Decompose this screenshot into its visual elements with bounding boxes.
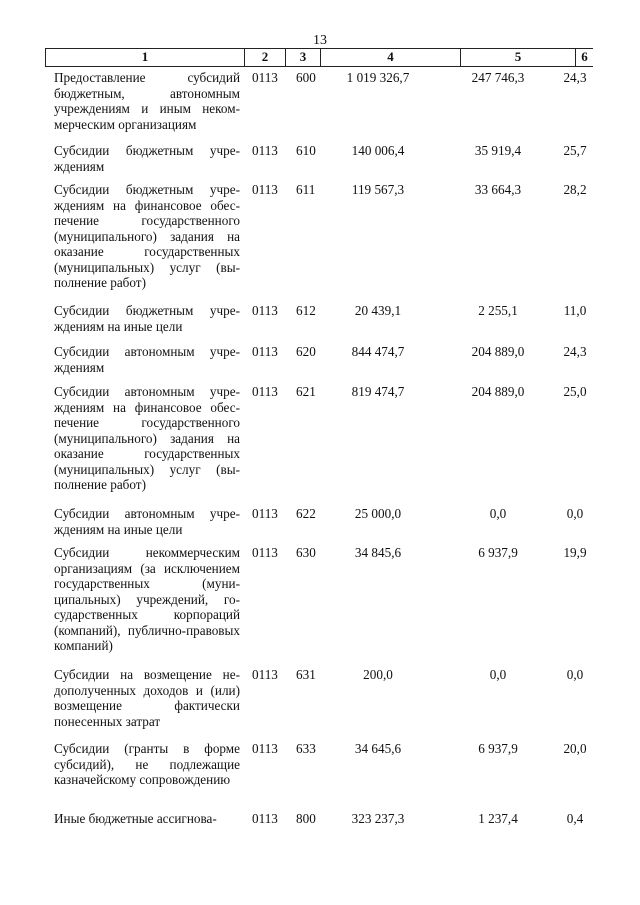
row-section-code: 0113 — [252, 143, 278, 158]
header-col-4: 4 — [321, 49, 461, 66]
row-actual-value: 247 746,3 — [471, 70, 525, 85]
row-expense-type: 600 — [296, 70, 316, 85]
row-section-code: 0113 — [252, 506, 278, 521]
header-col-3: 3 — [286, 49, 321, 66]
row-name: Субсидии некоммерческим организациям (за исключением государственных (муниципальных) учреждений, государственных корпораций (компаний), публично-правовых компаний) — [54, 545, 240, 653]
row-expense-type: 622 — [296, 506, 316, 521]
row-name: Иные бюджетные ассигнова- — [54, 811, 217, 826]
row-plan-value: 200,0 — [363, 667, 393, 682]
row-plan-value: 819 474,7 — [351, 384, 405, 399]
row-expense-type: 633 — [296, 741, 316, 756]
row-plan-value: 34 645,6 — [354, 741, 402, 756]
row-percent: 20,0 — [563, 741, 587, 756]
row-percent: 0,0 — [566, 667, 584, 682]
row-name: Субсидии бюджетным учреждениям на финансовое обеспечение государственного (муниципального) задания на оказание государственных (муниципальных) услуг (выполнение работ) — [54, 182, 240, 290]
row-section-code: 0113 — [252, 545, 278, 560]
header-col-1: 1 — [45, 49, 245, 66]
row-section-code: 0113 — [252, 182, 278, 197]
row-plan-value: 140 006,4 — [351, 143, 405, 158]
row-expense-type: 800 — [296, 811, 316, 826]
row-percent: 25,0 — [563, 384, 587, 399]
row-section-code: 0113 — [252, 741, 278, 756]
row-plan-value: 119 567,3 — [351, 182, 405, 197]
row-plan-value: 1 019 326,7 — [346, 70, 410, 85]
row-actual-value: 6 937,9 — [478, 741, 518, 756]
row-name: Субсидии бюджетным учреждениям — [54, 143, 240, 174]
row-section-code: 0113 — [252, 667, 278, 682]
row-expense-type: 610 — [296, 143, 316, 158]
row-expense-type: 620 — [296, 344, 316, 359]
row-actual-value: 204 889,0 — [471, 344, 525, 359]
header-col-5: 5 — [461, 49, 576, 66]
row-section-code: 0113 — [252, 344, 278, 359]
row-expense-type: 611 — [296, 182, 316, 197]
row-plan-value: 323 237,3 — [351, 811, 405, 826]
row-name: Субсидии автономным учреждениям на финансовое обеспечение государственного (муниципального) задания на оказание государственных (муниципальных) услуг (выполнение работ) — [54, 384, 240, 492]
row-actual-value: 0,0 — [489, 506, 507, 521]
row-actual-value: 33 664,3 — [474, 182, 522, 197]
row-actual-value: 6 937,9 — [478, 545, 518, 560]
row-percent: 19,9 — [563, 545, 587, 560]
row-expense-type: 612 — [296, 303, 316, 318]
row-percent: 28,2 — [563, 182, 587, 197]
table-header — [45, 48, 593, 67]
row-name: Субсидии автономным учреждениям — [54, 344, 240, 375]
row-actual-value: 0,0 — [489, 667, 507, 682]
row-percent: 0,4 — [566, 811, 584, 826]
row-percent: 24,3 — [563, 70, 587, 85]
row-name: Субсидии бюджетным учреждениям на иные цели — [54, 303, 240, 334]
budget-table — [45, 48, 593, 826]
row-expense-type: 621 — [296, 384, 316, 399]
header-col-6: 6 — [581, 49, 588, 64]
row-plan-value: 844 474,7 — [351, 344, 405, 359]
row-plan-value: 20 439,1 — [354, 303, 402, 318]
header-col-2: 2 — [245, 49, 286, 66]
row-plan-value: 34 845,6 — [354, 545, 402, 560]
row-name: Предоставление субсидий бюджетным, автономным учреждениям и иным некоммерческим организациям — [54, 70, 240, 132]
row-actual-value: 204 889,0 — [471, 384, 525, 399]
row-section-code: 0113 — [252, 70, 278, 85]
row-expense-type: 631 — [296, 667, 316, 682]
row-name: Субсидии (гранты в форме субсидий), не подлежащие казначейскому сопровождению — [54, 741, 240, 787]
row-actual-value: 35 919,4 — [474, 143, 522, 158]
row-name: Субсидии на возмещение недополученных доходов и (или) возмещение фактически понесенных затрат — [54, 667, 240, 729]
row-plan-value: 25 000,0 — [354, 506, 402, 521]
row-actual-value: 1 237,4 — [478, 811, 518, 826]
row-expense-type: 630 — [296, 545, 316, 560]
row-section-code: 0113 — [252, 384, 278, 399]
row-percent: 0,0 — [566, 506, 584, 521]
page-number: 13 — [313, 33, 327, 48]
row-name: Субсидии автономным учреждениям на иные цели — [54, 506, 240, 537]
row-percent: 24,3 — [563, 344, 587, 359]
row-percent: 25,7 — [563, 143, 587, 158]
row-section-code: 0113 — [252, 811, 278, 826]
row-percent: 11,0 — [563, 303, 587, 318]
row-section-code: 0113 — [252, 303, 278, 318]
row-actual-value: 2 255,1 — [478, 303, 518, 318]
